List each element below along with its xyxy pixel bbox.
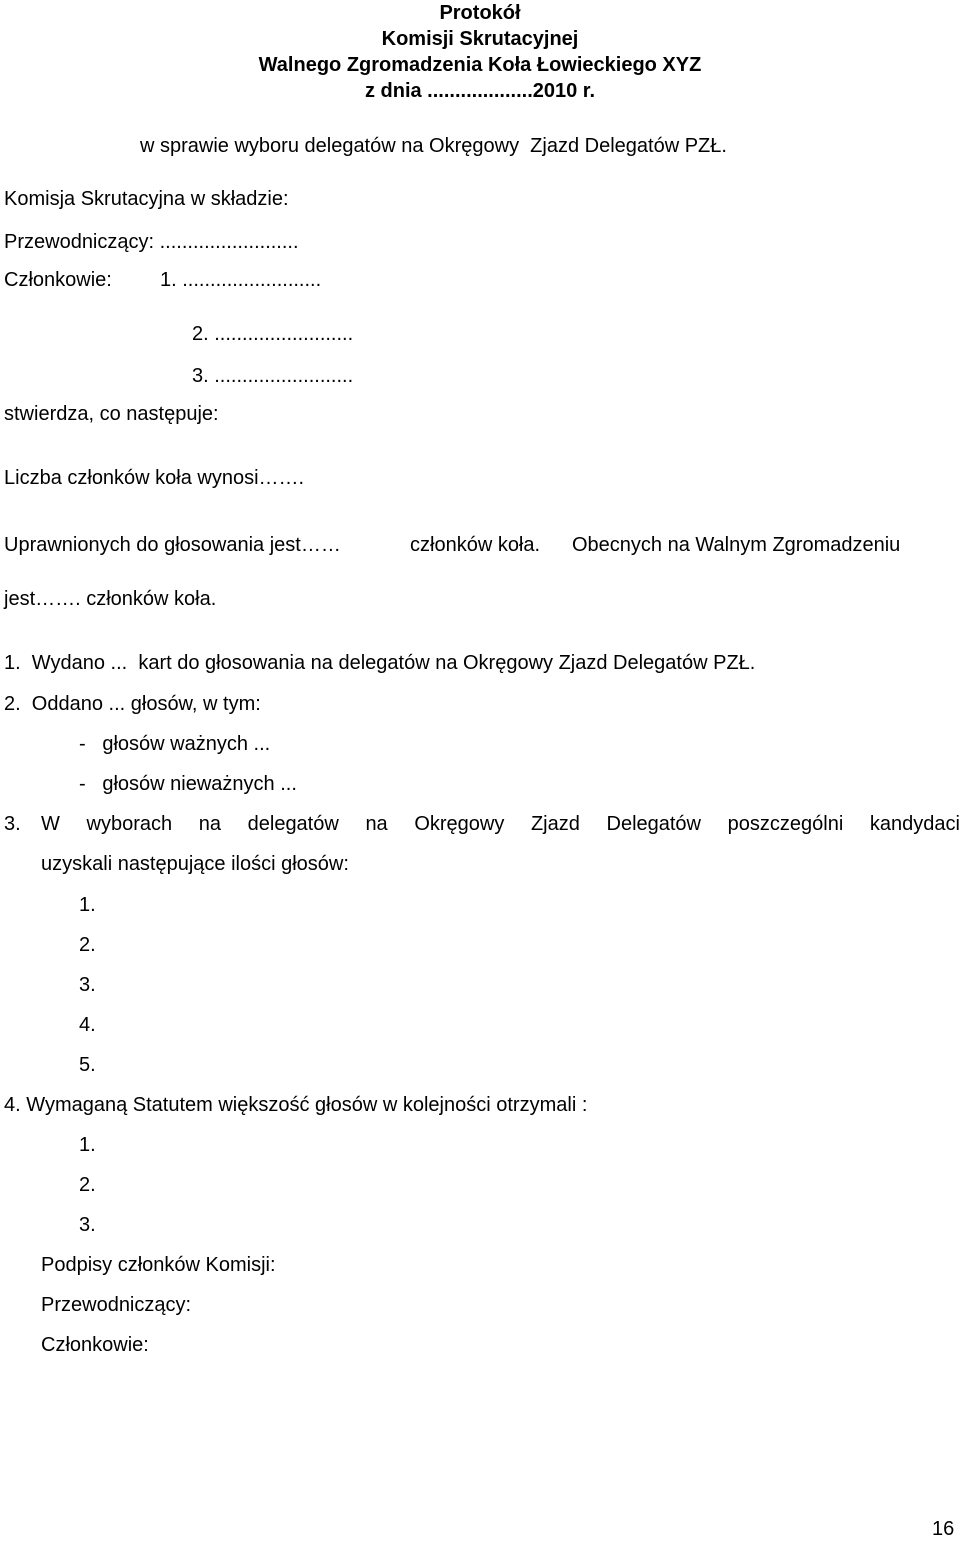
entitled-line-part1: Uprawnionych do głosowania jest…… bbox=[4, 534, 341, 556]
committee-chair: Przewodniczący: ......................... bbox=[4, 231, 299, 253]
point-3-word: delegatów bbox=[247, 813, 339, 835]
doc-title-assembly: Walnego Zgromadzenia Koła Łowieckiego XYZ bbox=[258, 54, 702, 76]
signature-chair: Przewodniczący: bbox=[41, 1294, 192, 1316]
candidate-item-5: 5. bbox=[79, 1054, 96, 1076]
entitled-line-part2: członków koła. bbox=[410, 534, 541, 556]
point-2-valid: - głosów ważnych ... bbox=[79, 733, 271, 755]
present-line: jest……. członków koła. bbox=[4, 588, 217, 610]
committee-intro: Komisja Skrutacyjna w składzie: bbox=[4, 188, 289, 210]
point-3-line bbox=[41, 812, 960, 836]
elected-item-3: 3. bbox=[79, 1214, 96, 1236]
point-3-word: poszczególni bbox=[727, 813, 844, 835]
point-3-word: Delegatów bbox=[606, 813, 702, 835]
candidate-item-2: 2. bbox=[79, 934, 96, 956]
point-3-word: Zjazd bbox=[530, 813, 580, 835]
entitled-line-part3: Obecnych na Walnym Zgromadzeniu bbox=[572, 534, 901, 556]
point-3-word: W bbox=[41, 813, 60, 835]
point-3-continuation: uzyskali następujące ilości głosów: bbox=[41, 853, 349, 875]
committee-member-3: 3. ......................... bbox=[192, 365, 354, 387]
point-3-word: kandydaci bbox=[869, 813, 960, 835]
point-3-number: 3. bbox=[4, 813, 21, 835]
point-3-word: wyborach bbox=[86, 813, 173, 835]
doc-subject: w sprawie wyboru delegatów na Okręgowy Zjazd Delegatów PZŁ. bbox=[140, 135, 727, 157]
point-1: 1. Wydano ... kart do głosowania na delegatów na Okręgowy Zjazd Delegatów PZŁ. bbox=[4, 652, 756, 674]
point-3-word: na bbox=[198, 813, 221, 835]
candidate-item-3: 3. bbox=[79, 974, 96, 996]
committee-member-2: 2. ......................... bbox=[192, 323, 354, 345]
doc-title: Protokół bbox=[439, 2, 521, 24]
committee-members-label: Członkowie: bbox=[4, 269, 112, 291]
elected-item-2: 2. bbox=[79, 1174, 96, 1196]
candidate-item-1: 1. bbox=[79, 894, 96, 916]
elected-item-1: 1. bbox=[79, 1134, 96, 1156]
candidate-item-4: 4. bbox=[79, 1014, 96, 1036]
committee-statement: stwierdza, co następuje: bbox=[4, 403, 219, 425]
doc-title-committee: Komisji Skrutacyjnej bbox=[381, 28, 579, 50]
signatures-title: Podpisy członków Komisji: bbox=[41, 1254, 276, 1276]
point-2: 2. Oddano ... głosów, w tym: bbox=[4, 693, 261, 715]
committee-member-1: 1. ......................... bbox=[160, 269, 322, 291]
members-count-line: Liczba członków koła wynosi……. bbox=[4, 467, 305, 489]
point-2-invalid: - głosów nieważnych ... bbox=[79, 773, 297, 795]
doc-title-date: z dnia ...................2010 r. bbox=[364, 80, 596, 102]
point-3-word: Okręgowy bbox=[414, 813, 505, 835]
signature-members: Członkowie: bbox=[41, 1334, 149, 1356]
page-number: 16 bbox=[932, 1518, 955, 1540]
point-4: 4. Wymaganą Statutem większość głosów w kolejności otrzymali : bbox=[4, 1094, 588, 1116]
point-3-word: na bbox=[365, 813, 388, 835]
